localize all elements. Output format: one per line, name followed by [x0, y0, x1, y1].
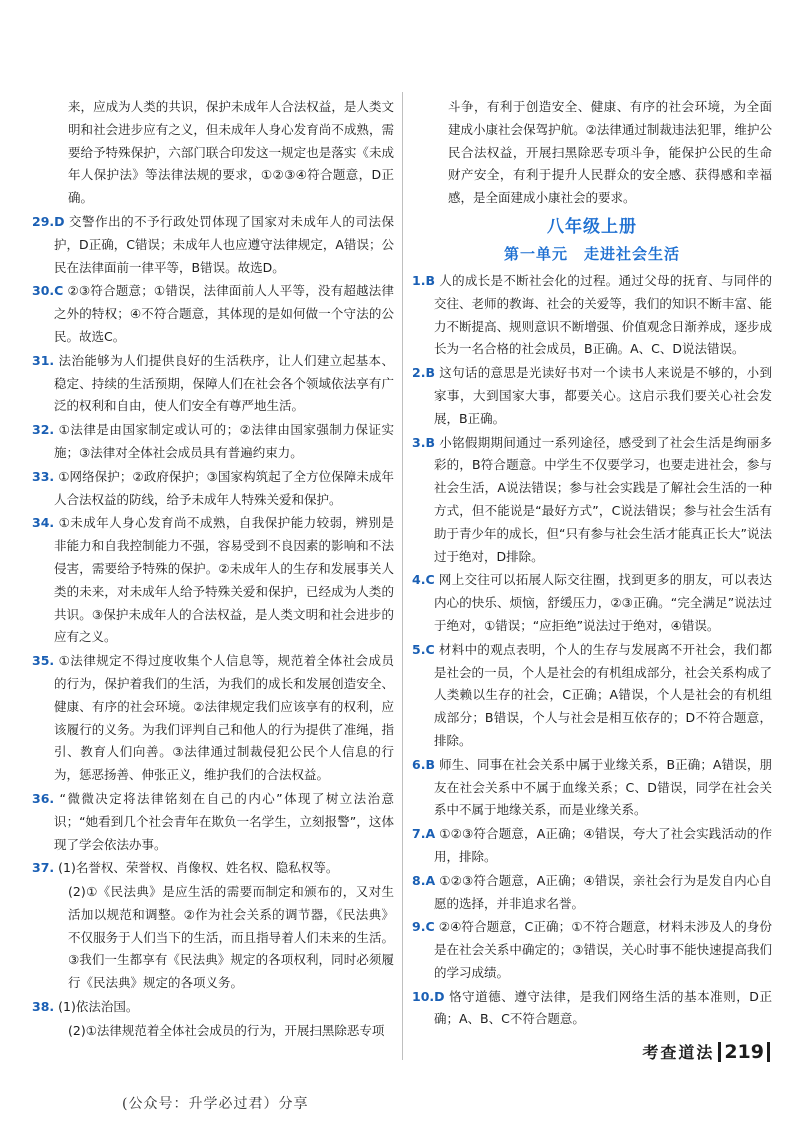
answer-number: 33. — [32, 468, 55, 484]
watermark-text: (公众号：升学必过君）分享 — [122, 1096, 309, 1112]
answer-number: 36. — [32, 790, 55, 806]
answer-text: 交警作出的不予行政处罚体现了国家对未成年人的司法保护，D正确，C错误；未成年人也应遵守法律规定，A错误；公民在法律面前一律平等，B错误。故选D。 — [54, 213, 394, 275]
answer-item — [412, 270, 772, 361]
answer-number: 3.B — [412, 434, 435, 450]
answer-text: ②④符合题意，C正确；①不符合题意，材料未涉及人的身份是在社会关系中确定的；③错误，关心时事不能快速提高我们的学习成绩。 — [434, 919, 772, 980]
answer-number: 34. — [32, 515, 55, 531]
answer-text: 这句话的意思是光读好书对一个读书人来说是不够的，小到家事，大到国家大事，都要关心。这启示我们要关心社会发展，B正确。 — [434, 365, 772, 426]
answer-number: 10.D — [412, 988, 445, 1004]
answer-text: (1)依法治国。 — [58, 999, 139, 1015]
answer-item — [32, 280, 394, 348]
answer-number: 37. — [32, 860, 55, 876]
answer-text: 材料中的观点表明，个人的生存与发展离不开社会，我们都是社会的一员，个人是社会的有机组成部分，社会关系构成了人类赖以生存的社会，C正确；A错误，个人是社会的有机组成部分；B错误，个人与社会是相互依存的；D不符合题意，排除。 — [434, 641, 772, 748]
answer-number: 35. — [32, 653, 55, 669]
answer-item — [32, 650, 394, 787]
answer-item — [32, 996, 394, 1019]
answer-text: (2)①《民法典》是应生活的需要而制定和颁布的，又对生活加以规范和调整。②作为社会关系的调节器，《民法典》不仅服务于人们当下的生活，而且指导着人们未来的生活。③我们一生都享有《民法典》规定的各项权利，同时必须履行《民法典》规定的各项义务。 — [68, 884, 394, 991]
grade-heading: 八年级上册 — [547, 216, 637, 237]
answer-text: ②③符合题意；①错误，法律面前人人平等，没有超越法律之外的特权；④不符合题意，其体现的是如何做一个守法的公民。故选C。 — [54, 283, 394, 344]
answer-text: ①②③符合题意，A正确；④错误，亲社会行为是发自内心自愿的选择，并非追求名誉。 — [434, 872, 772, 911]
answer-number: 32. — [32, 422, 55, 438]
right-column — [412, 96, 772, 1032]
left-column — [32, 96, 394, 1044]
answer-text: ①②③符合题意，A正确；④错误，夸大了社会实践活动的作用，排除。 — [434, 826, 772, 864]
answer-item — [32, 466, 394, 512]
answer-number: 31. — [32, 352, 55, 368]
answer-text: ①法律是由国家制定或认可的；②法律由国家强制力保证实施；③法律对全体社会成员具有普遍约束力。 — [54, 422, 394, 460]
unit-heading: 第一单元 走进社会生活 — [503, 244, 680, 263]
answer-item — [412, 870, 772, 916]
answer-item — [412, 916, 772, 984]
answer-item — [412, 362, 772, 430]
right-column-continuation — [412, 96, 772, 210]
answer-number: 29.D — [32, 213, 65, 229]
answer-item — [32, 881, 394, 995]
answer-item — [32, 788, 394, 856]
answer-number: 8.A — [412, 872, 436, 888]
answer-item — [32, 419, 394, 465]
answer-number: 7.A — [412, 826, 436, 842]
answer-number: 6.B — [412, 756, 435, 772]
answer-text: 来，应成为人类的共识，保护未成年人合法权益，是人类文明和社会进步应有之义，但未成年人身心发育尚不成熟，需要给予特殊保护，六部门联合印发这一规定也是落实《未成年人保护法》等法律法规的要求，①②③④符合题意，D正确。 — [68, 99, 394, 206]
answer-text: 网上交往可以拓展人际交往圈，找到更多的朋友，可以表达内心的快乐、烦恼，舒缓压力，②③正确。“完全满足”说法过于绝对，①错误；“应拒绝”说法过于绝对，④错误。 — [434, 572, 772, 633]
answer-item — [412, 986, 772, 1032]
page-footer — [642, 1040, 770, 1063]
answer-item — [32, 96, 394, 210]
answer-text: (2)①法律规范着全体社会成员的行为，开展扫黑除恶专项 — [68, 1022, 385, 1038]
answer-item — [32, 350, 394, 418]
column-divider — [402, 92, 403, 1060]
answer-item — [32, 512, 394, 649]
answer-item — [412, 754, 772, 822]
answer-text: “微微决定将法律铭刻在自己的内心”体现了树立法治意识；“她看到几个社会青年在欺负一名学生，立刻报警”，这体现了学会依法办事。 — [54, 790, 394, 852]
answer-number: 9.C — [412, 919, 435, 935]
footer-label: 考查道法 — [642, 1043, 715, 1062]
answer-number: 5.C — [412, 641, 435, 657]
answer-text: 恪守道德、遵守法律，是我们网络生活的基本准则，D正确；A、B、C不符合题意。 — [434, 988, 772, 1027]
answer-item — [412, 569, 772, 637]
answer-item — [32, 1020, 394, 1043]
answer-number: 1.B — [412, 272, 435, 288]
answer-item — [412, 639, 772, 753]
page-number: 219 — [718, 1042, 770, 1062]
answer-item — [32, 211, 394, 279]
answer-text: ①未成年人身心发育尚不成熟，自我保护能力较弱，辨别是非能力和自我控制能力不强，容易受到不良因素的影响和不法侵害，需要给予特殊的保护。②未成年人的生存和发展事关人类的未来，对未成年人给予特殊关爱和保护，已经成为人类的共识。③保护未成年人的合法权益，是人类文明和社会进步的应有之义。 — [54, 515, 394, 645]
answer-text: 人的成长是不断社会化的过程。通过父母的抚育、与同伴的交往、老师的教诲、社会的关爱等，我们的知识不断丰富、能力不断提高、规则意识不断增强、价值观念日渐养成，逐步成长为一名合格的社会成员，B正确。A、C、D说法错误。 — [434, 272, 772, 357]
answer-text: 小铭假期期间通过一系列途径，感受到了社会生活是绚丽多彩的，B符合题意。中学生不仅要学习，也要走进社会，参与社会生活，A说法错误；参与社会实践是了解社会生活的一种方式，但不能说是“最好方式”，C说法错误；参与社会生活有助于青少年的成长，但“只有参与社会生活才能真正长大”说法过于绝对，D排除。 — [434, 434, 772, 564]
answer-item — [32, 857, 394, 880]
answer-text: 斗争，有利于创造安全、健康、有序的社会环境，为全面建成小康社会保驾护航。②法律通过制裁违法犯罪，维护公民合法权益，开展扫黑除恶专项斗争，能保护公民的生命财产安全，有利于提升人民群众的安全感、获得感和幸福感，是全面建成小康社会的要求。 — [448, 99, 772, 206]
answer-number: 2.B — [412, 365, 435, 381]
answer-item — [412, 96, 772, 210]
unit-answers — [412, 270, 772, 1031]
answer-text: ①网络保护；②政府保护；③国家构筑起了全方位保障未成年人合法权益的防线，给予未成年人特殊关爱和保护。 — [54, 468, 394, 507]
answer-text: ①法律规定不得过度收集个人信息等，规范着全体社会成员的行为，保护着我们的生活，为我们的成长和发展创造安全、健康、有序的社会环境。②法律规定我们应该享有的权利，应该履行的义务。为我们评判自己和他人的行为提供了准绳，指引、教育人们向善。③法律通过制裁侵犯公民个人信息的行为，惩恶扬善、伸张正义，维护我们的合法权益。 — [54, 653, 394, 783]
answer-item — [412, 432, 772, 569]
answer-item — [412, 823, 772, 869]
answer-text: (1)名誉权、荣誉权、肖像权、姓名权、隐私权等。 — [58, 860, 339, 876]
answer-number: 4.C — [412, 572, 435, 588]
answer-text: 法治能够为人们提供良好的生活秩序，让人们建立起基本、稳定、持续的生活预期，保障人们在社会各个领域依法享有广泛的权利和自由，使人们安全有尊严地生活。 — [54, 352, 394, 414]
answer-number: 30.C — [32, 283, 64, 299]
answer-number: 38. — [32, 999, 55, 1015]
answer-text: 师生、同事在社会关系中属于业缘关系，B正确；A错误，朋友在社会关系中不属于血缘关系；C、D错误，同学在社会关系中不属于地缘关系，而是业缘关系。 — [434, 756, 772, 818]
